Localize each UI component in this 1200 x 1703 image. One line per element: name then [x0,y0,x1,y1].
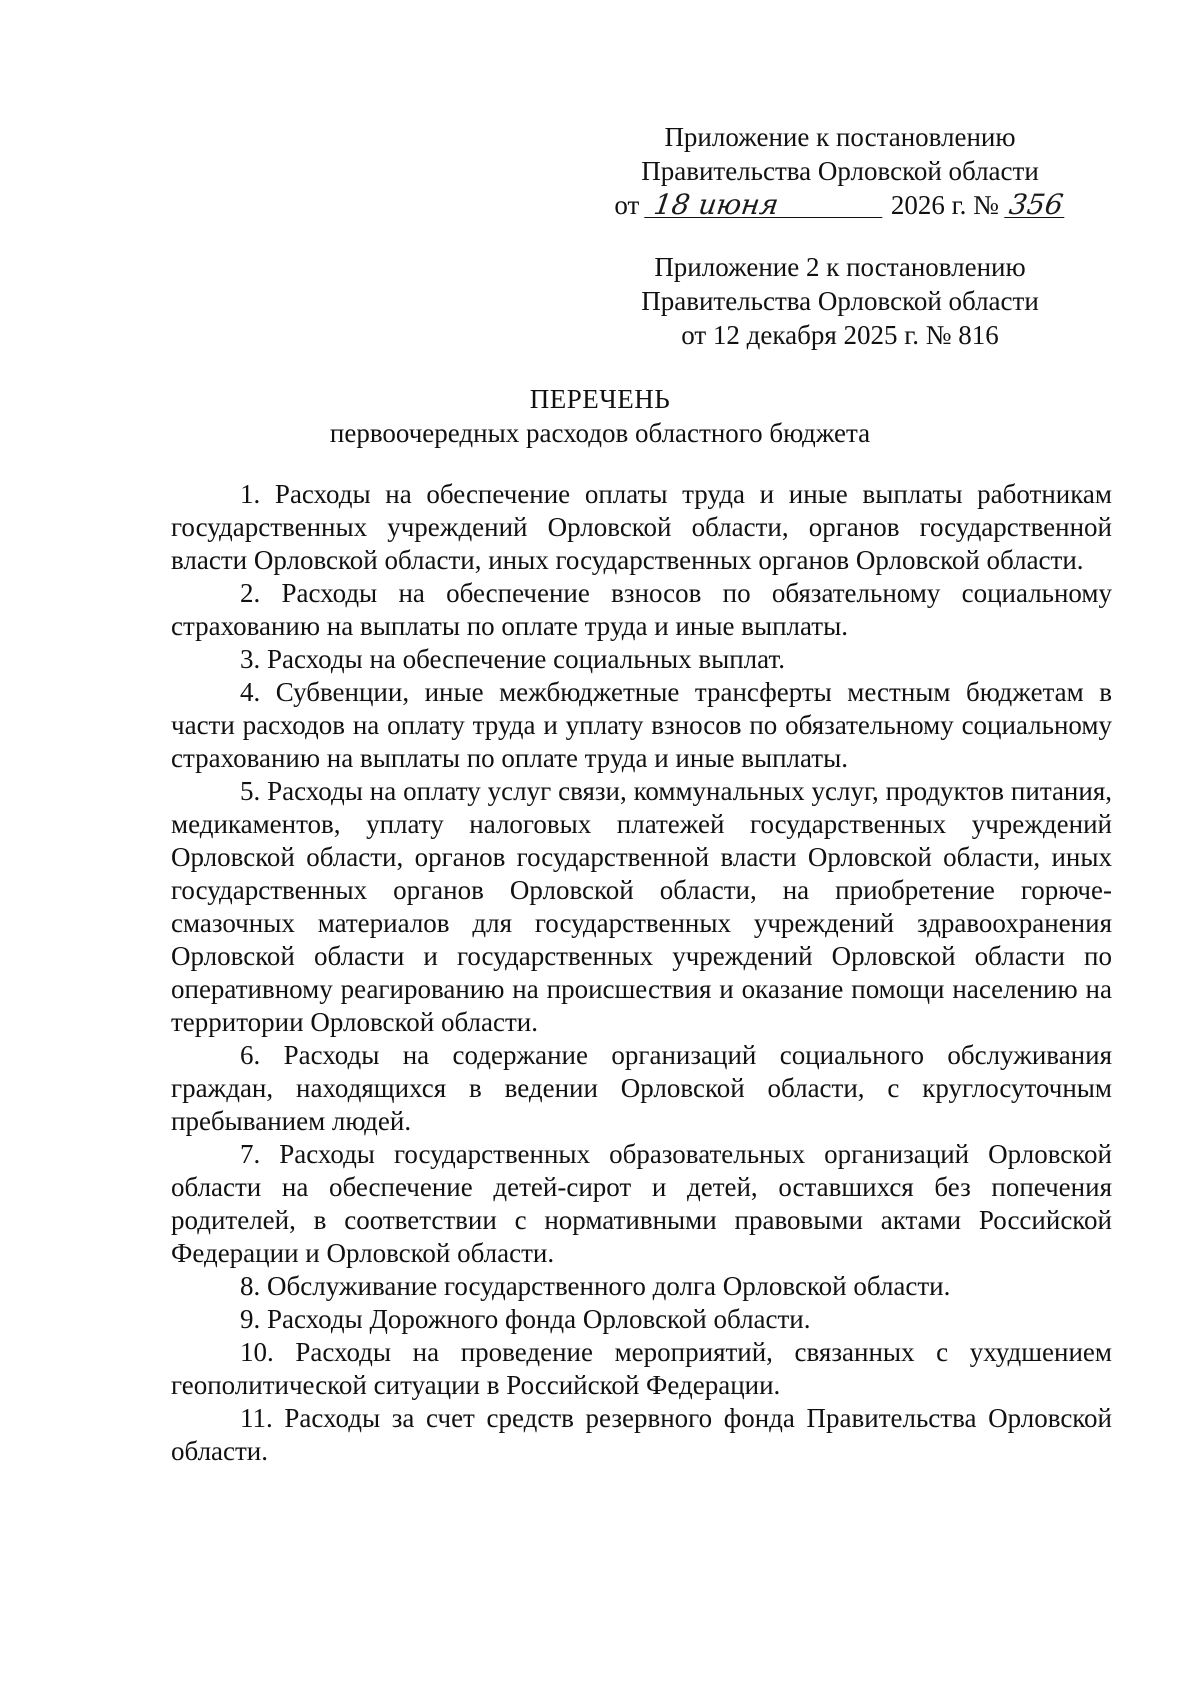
approval-date-line [560,188,1120,222]
year-number-text: 2026 г. № [890,190,999,220]
list-item: 7. Расходы государственных образовательных организаций Орловской области на обеспечение детей-сирот и детей, оставшихся без попечения родителей, в соответствии с нормативными правовыми актами Российской Федерации и Орловской области. [171,1139,1112,1268]
approval-line: Приложение 2 к постановлению [654,252,1026,282]
list-item: 1. Расходы на обеспечение оплаты труда и иные выплаты работникам государственных учреждений Орловской области, органов государственной власти Орловской области, иных государственных органов Орловской области. [171,479,1112,575]
document-subtitle: первоочередных расходов областного бюджета [329,418,871,448]
list-item: 6. Расходы на содержание организаций социального обслуживания граждан, находящихся в ведении Орловской области, с круглосуточным пребыванием людей. [171,1040,1112,1136]
list-item: 9. Расходы Дорожного фонда Орловской области. [240,1304,811,1334]
approval-line: Правительства Орловской области [641,156,1039,186]
list-item: 11. Расходы за счет средств резервного фонда Правительства Орловской области. [171,1403,1112,1466]
approval-line: Правительства Орловской области [641,286,1039,316]
handwritten-number: 356 [1004,193,1068,218]
approval-block-current [560,120,1120,222]
date-prefix: от [614,190,640,220]
expense-list [171,478,1112,1468]
list-item: 2. Расходы на обеспечение взносов по обязательному социальному страхованию на выплаты по оплате труда и иные выплаты. [171,578,1112,641]
approval-block-previous [560,250,1120,352]
list-item: 3. Расходы на обеспечение социальных выплат. [240,644,785,674]
list-item: 10. Расходы на проведение мероприятий, связанных с ухудшением геополитической ситуации в Российской Федерации. [171,1337,1112,1400]
handwritten-date: 18 июня [644,193,886,218]
list-item: 5. Расходы на оплату услуг связи, коммунальных услуг, продуктов питания, медикаментов, уплату налоговых платежей государственных учреждений Орловской области, органов государственной власти Орловской области, иных государственных органов Орловской области, на приобретение горюче-смазочных материалов для государственных учреждений здравоохранения Орловской области и государственных учреждений Орловской области по оперативному реагированию на происшествия и оказание помощи населению на территории Орловской области. [171,776,1112,1037]
list-item: 8. Обслуживание государственного долга Орловской области. [240,1271,951,1301]
approval-line: Приложение к постановлению [664,122,1016,152]
list-item: 4. Субвенции, иные межбюджетные трансферты местным бюджетам в части расходов на оплату труда и уплату взносов по обязательному социальному страхованию на выплаты по оплате труда и иные выплаты. [171,677,1112,773]
approval-line: от 12 декабря 2025 г. № 816 [681,320,999,350]
document-title: ПЕРЕЧЕНЬ [529,384,671,414]
